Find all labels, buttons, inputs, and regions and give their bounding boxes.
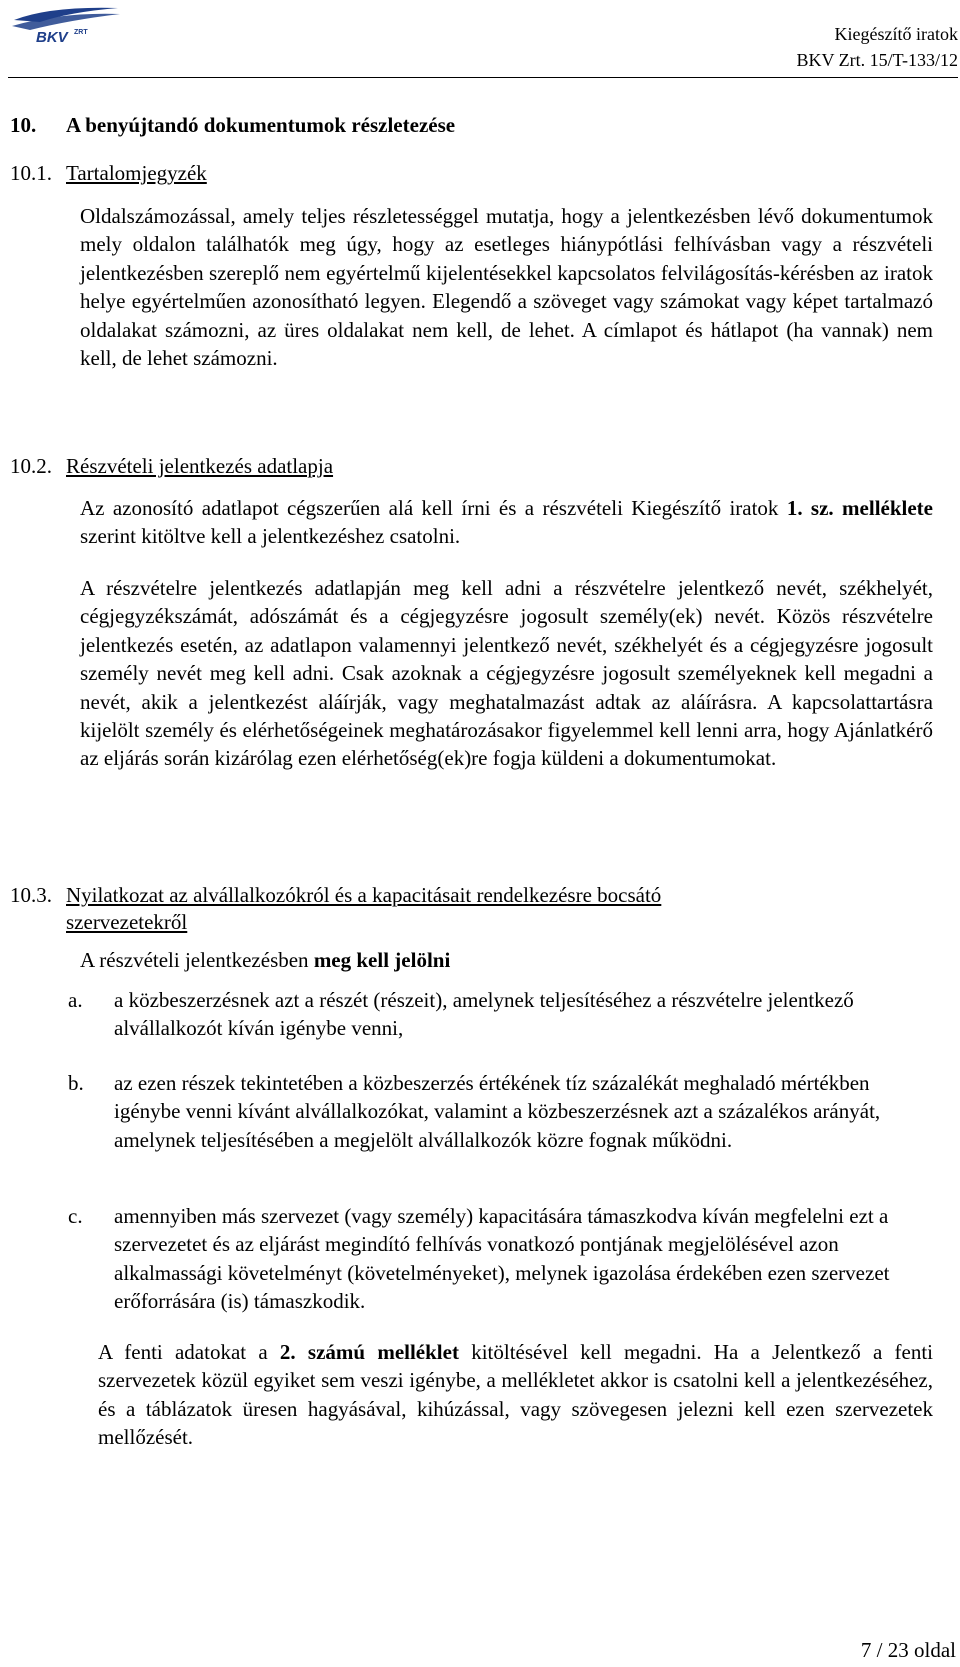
page-number: 7 / 23 oldal [860,1638,956,1662]
subsection-title-line-1: Nyilatkozat az alvállalkozókról és a kapacitásait rendelkezésre bocsátó [66,883,662,907]
list-item-marker: b. [68,1071,84,1095]
list-item-text: az ezen részek tekintetében a közbeszerzés értékének tíz százalékát meghaladó mértékben igénybe venni kívánt alvállalkozókat, valamint a közbeszerzésnek azt a százalékos arányát, amelynek teljesítésében a megjelölt alvállalkozók közre fognak működni. [114,1071,881,1152]
annex-ref: 2. számú melléklet [279,1340,459,1364]
intro-text: A részvételi jelentkezésben [80,948,309,972]
bkv-logo [10,2,122,46]
list-item-marker: c. [68,1204,83,1228]
subsection-title-line-2: szervezetekről [66,910,188,934]
list-item-marker: a. [68,988,83,1012]
header-doc-title: Kiegészítő iratok [834,24,958,44]
list-item-text: a közbeszerzésnek azt a részét (részeit), amelynek teljesítéséhez a részvételre jelentkező alvállalkozót kíván igénybe venni, [114,988,854,1041]
form-text-a: Az azonosító adatlapot cégszerűen alá kell írni és a részvételi Kiegészítő iratok [80,496,779,520]
subsection-title: Tartalomjegyzék [66,161,207,185]
subsection-number: 10.3. [10,883,52,907]
logo-text: BKV [36,29,68,46]
header-divider [8,77,958,78]
annex-text-a: A fenti adatokat a [98,1340,268,1364]
annex-paragraph [98,1338,933,1452]
subsection-title: Részvételi jelentkezés adatlapja [66,454,334,478]
section-number: 10. [10,113,37,137]
form-text-b: szerint kitöltve kell a jelentkezéshez csatolni. [80,524,461,549]
subsection-number: 10.1. [10,161,52,185]
header-doc-ref: BKV Zrt. 15/T-133/12 [796,50,958,70]
form-paragraph-2: A részvételre jelentkezés adatlapján meg kell adni a részvételre jelentkező nevét, székhelyét, cégjegyzékszámát, adószámát és a cégjegyzésre jogosult személy(ek) nevét. Közös részvételre jelentkezés esetén, az adatlapon valamennyi jelentkező nevét, székhelyét és a cégjegyzésre jogosult személy nevét meg kell adni. Csak azoknak a cégjegyzésre jogosult személyeknek kell megadni a nevét, akik a jelentkezést aláírják, vagy meghatalmazást adtak az aláírásra. A kapcsolattartásra kijelölt személy és elérhetőségeinek meghatározásakor figyelemmel kell lenni arra, hogy Ajánlatkérő az eljárás során kizárólag ezen elérhetőség(ek)re fogja küldeni a dokumentumokat. [80,576,933,771]
subcontractor-intro [80,946,933,974]
list-item-text: amennyiben más szervezet (vagy személy) kapacitására támaszkodva kíván megfelelni ezt a szervezetet és az eljárást megindító felhívás vonatkozó pontjának megjelölésével azon alkalmassági követelményt (követelményeket), melynek igazolása érdekében ezen szervezet erőforrására (is) támaszkodik. [114,1204,890,1314]
section-heading [10,112,455,138]
form-annex-ref: 1. sz. melléklete [786,496,933,520]
section-title: A benyújtandó dokumentumok részletezése [66,113,456,137]
intro-bold: meg kell jelölni [313,948,451,972]
annex-text-b: kitöltésével kell megadni. Ha a Jelentkező a fenti szervezetek közül egyiket sem veszi igénybe, a mellékletet akkor is csatolni kell a jelentkezéséhez, és a táblázatok üresen hagyásával, kihúzással, vagy szövegesen jelezni kell ezen szervezetek mellőzését. [98,1340,934,1450]
logo-suffix: ZRT [74,29,88,36]
form-paragraph-1 [80,494,933,551]
toc-paragraph: Oldalszámozással, amely teljes részletességgel mutatja, hogy a jelentkezésben lévő dokumentumok mely oldalon találhatók meg úgy, hogy az esetleges hiánypótlási felhívásban vagy a részvételi jelentkezésben szereplő nem egyértelmű kijelentésekkel kapcsolatos felvilágosítás-kérésben az iratok helye egyértelműen azonosítható legyen. Elegendő a szöveget vagy számokat vagy képet tartalmazó oldalakat számozni, az üres oldalakat nem kell, de lehet. A címlapot és hátlapot (ha vannak) nem kell, de lehet számozni. [80,204,933,371]
subsection-number: 10.2. [10,454,52,478]
